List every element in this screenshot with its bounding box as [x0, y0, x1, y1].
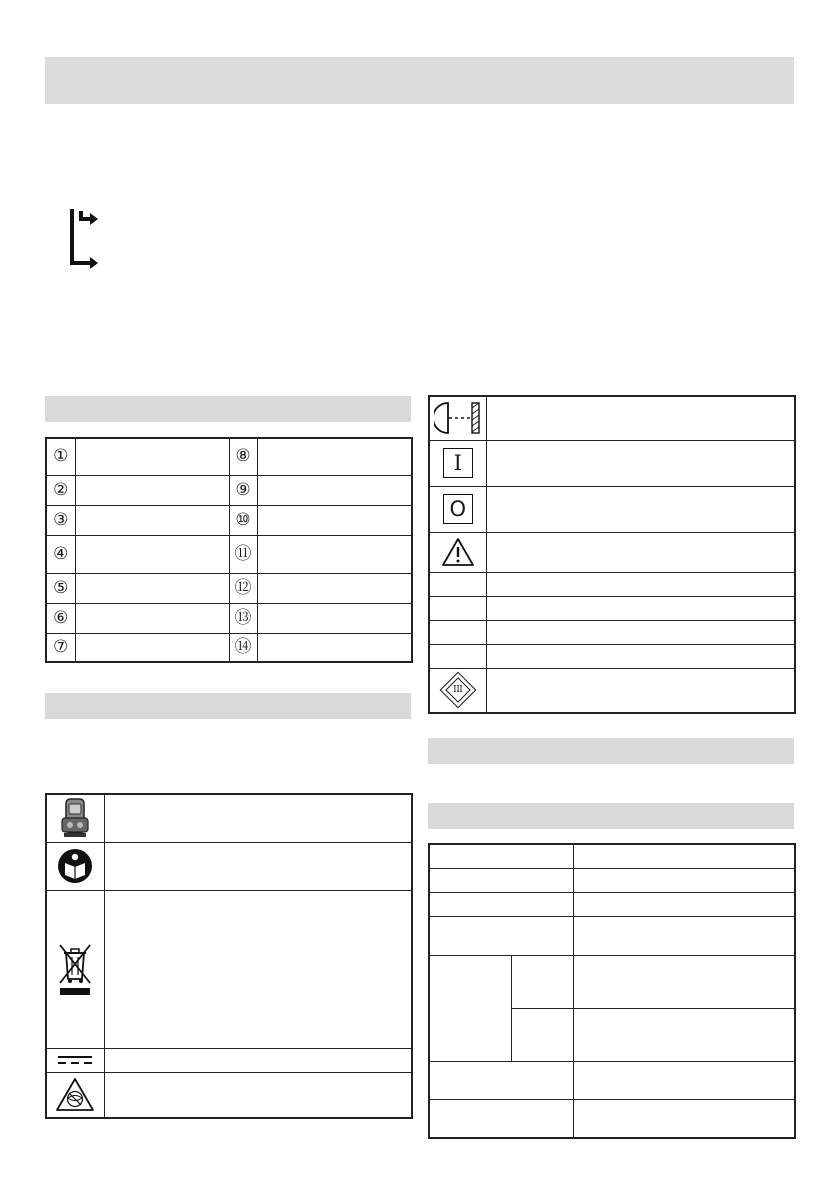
part-number: ⑤ — [46, 573, 75, 603]
table-row — [429, 440, 795, 486]
part-number: ① — [46, 438, 75, 475]
product-icon — [46, 794, 104, 842]
part-number: ⑩ — [229, 505, 257, 535]
section-bar-intended-use — [428, 738, 794, 764]
table-row — [46, 1048, 412, 1072]
table-row — [429, 532, 795, 572]
table-row — [46, 505, 412, 535]
direct-current-icon — [46, 1048, 104, 1072]
part-number: ③ — [46, 505, 75, 535]
table-row — [46, 573, 412, 603]
table-row — [429, 916, 795, 955]
part-number: ⑨ — [229, 475, 257, 505]
table-row — [46, 438, 412, 475]
part-number: ④ — [46, 535, 75, 573]
read-manual-icon — [46, 842, 104, 890]
parts-table — [45, 437, 413, 663]
table-row — [46, 842, 412, 890]
distance-to-wall-icon — [429, 396, 486, 440]
section-bar-symbols — [45, 693, 411, 719]
table-row — [429, 620, 795, 644]
table-row — [429, 868, 795, 892]
table-row — [429, 486, 795, 532]
table-row — [429, 1061, 795, 1099]
table-row — [46, 633, 412, 662]
technical-data-table — [428, 843, 796, 1139]
weee-crossed-bin-icon — [46, 890, 104, 1048]
part-number: ⑫ — [229, 573, 257, 603]
part-number: ⑦ — [46, 633, 75, 662]
section-bar-parts — [45, 396, 411, 422]
on-switch-icon — [429, 440, 486, 486]
table-row — [429, 572, 795, 596]
table-row — [46, 794, 412, 842]
do-not-stare-laser-icon — [46, 1072, 104, 1118]
table-row — [429, 644, 795, 668]
on-switch-glyph: I — [443, 448, 473, 478]
table-row — [429, 1099, 795, 1138]
table-row — [429, 955, 795, 1008]
part-number: ⑪ — [229, 535, 257, 573]
table-row — [429, 844, 795, 868]
part-number: ⑬ — [229, 603, 257, 633]
protection-class-iii-icon — [429, 668, 486, 713]
page-title-bar — [45, 57, 794, 104]
table-row — [46, 890, 412, 1048]
table-row — [429, 396, 795, 440]
part-number: ⑥ — [46, 603, 75, 633]
table-row — [46, 475, 412, 505]
table-row — [429, 596, 795, 620]
table-row — [46, 535, 412, 573]
table-row — [429, 668, 795, 713]
bracket-arrows-icon — [62, 205, 102, 271]
table-row — [46, 603, 412, 633]
protection-class-glyph: III — [453, 685, 463, 696]
warning-triangle-icon — [429, 532, 486, 572]
part-number: ② — [46, 475, 75, 505]
part-number: ⑧ — [229, 438, 257, 475]
part-number: ⑭ — [229, 633, 257, 662]
symbols-table-right — [428, 395, 796, 714]
off-switch-glyph: O — [443, 494, 473, 524]
off-switch-icon — [429, 486, 486, 532]
section-bar-technical-data — [428, 803, 794, 829]
table-row — [429, 892, 795, 916]
symbols-table-left — [45, 793, 413, 1119]
table-row — [46, 1072, 412, 1118]
